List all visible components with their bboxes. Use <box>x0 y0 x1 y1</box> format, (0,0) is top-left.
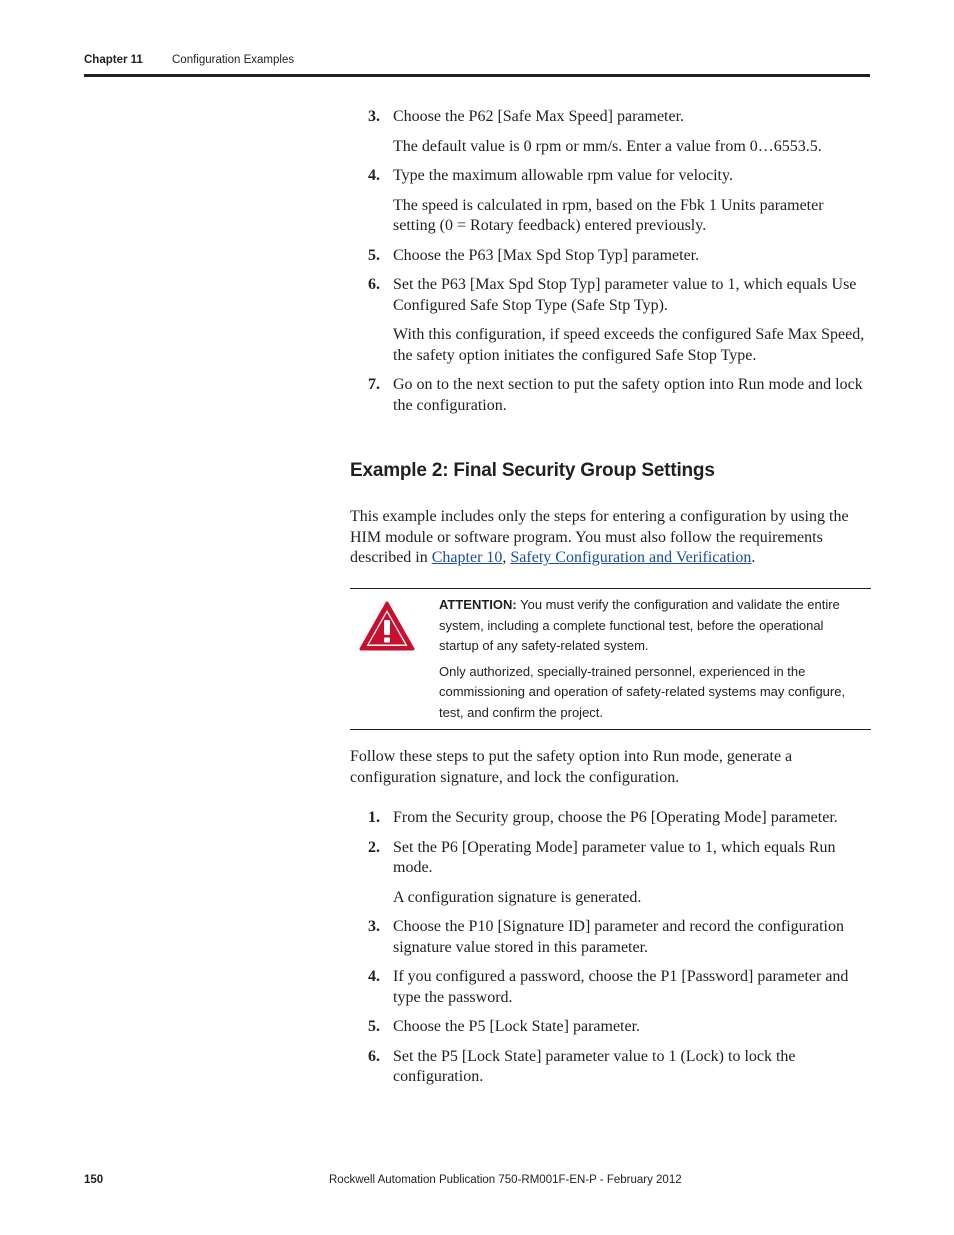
step-note: The default value is 0 rpm or mm/s. Enter a value from 0…6553.5. <box>393 137 822 155</box>
list-item: 4. If you configured a password, choose the P1 [Password] parameter and type the password. <box>368 967 868 1008</box>
warning-triangle-icon <box>359 601 415 651</box>
page-number: 150 <box>84 1174 104 1186</box>
attention-box <box>350 588 871 730</box>
list-item: 1. From the Security group, choose the P6 [Operating Mode] parameter. <box>368 808 868 829</box>
step-text: Go on to the next section to put the safety option into Run mode and lock the configuration. <box>393 376 863 414</box>
chapter-label: Chapter 11 <box>84 54 143 66</box>
steps-list-bottom <box>368 808 868 1088</box>
list-item: 5. Choose the P63 [Max Spd Stop Typ] parameter. <box>368 246 868 267</box>
step-text: Set the P63 [Max Spd Stop Typ] parameter value to 1, which equals Use Configured Safe Stop Type (Safe Stp Typ). <box>393 276 857 314</box>
page-header <box>84 52 870 74</box>
attention-label: ATTENTION: <box>439 597 517 612</box>
step-text: Type the maximum allowable rpm value for velocity. <box>393 167 733 184</box>
list-item: 4. Type the maximum allowable rpm value for velocity. The speed is calculated in rpm, based on the Fbk 1 Units parameter setting (0 = Rotary feedback) entered previously. <box>368 166 868 237</box>
header-rule <box>84 74 870 77</box>
section-link[interactable]: Safety Configuration and Verification <box>510 549 752 566</box>
steps-list-top <box>368 107 868 416</box>
step-text: Set the P5 [Lock State] parameter value to 1 (Lock) to lock the configuration. <box>393 1047 796 1085</box>
step-text: If you configured a password, choose the P1 [Password] parameter and type the password. <box>393 968 849 1006</box>
chapter-link[interactable]: Chapter 10 <box>431 549 503 566</box>
step-text: Choose the P62 [Safe Max Speed] parameter. <box>393 108 685 125</box>
intro-paragraph: This example includes only the steps for entering a configuration by using the HIM module or software program. You must also follow the requirements described in Chapter 10, Safety Configuration and Verification. <box>350 508 849 566</box>
list-item: 7. Go on to the next section to put the safety option into Run mode and lock the configuration. <box>368 375 868 416</box>
chapter-title: Configuration Examples <box>172 54 295 66</box>
step-text: From the Security group, choose the P6 [Operating Mode] parameter. <box>393 809 838 826</box>
step-note: The speed is calculated in rpm, based on the Fbk 1 Units parameter setting (0 = Rotary feedback) entered previously. <box>393 196 824 234</box>
section-heading: Example 2: Final Security Group Settings <box>350 460 715 481</box>
follow-paragraph: Follow these steps to put the safety option into Run mode, generate a configuration signature, and lock the configuration. <box>350 748 793 786</box>
list-item: 5. Choose the P5 [Lock State] parameter. <box>368 1017 868 1038</box>
list-item: 2. Set the P6 [Operating Mode] parameter value to 1, which equals Run mode. A configuration signature is generated. <box>368 838 868 909</box>
list-item: 6. Set the P5 [Lock State] parameter value to 1 (Lock) to lock the configuration. <box>368 1047 868 1088</box>
step-text: Choose the P63 [Max Spd Stop Typ] parameter. <box>393 246 700 264</box>
step-text: Set the P6 [Operating Mode] parameter value to 1, which equals Run mode. <box>393 838 836 876</box>
step-text: Choose the P5 [Lock State] parameter. <box>393 1018 641 1035</box>
step-note: With this configuration, if speed exceeds the configured Safe Max Speed, the safety option initiates the configured Safe Stop Type. <box>393 326 865 364</box>
step-note: A configuration signature is generated. <box>393 888 642 906</box>
list-item: 3. Choose the P10 [Signature ID] parameter and record the configuration signature value stored in this parameter. <box>368 917 868 958</box>
list-item: 6. Set the P63 [Max Spd Stop Typ] parameter value to 1, which equals Use Configured Safe Stop Type (Safe Stp Typ). With this configuration, if speed exceeds the configured Safe Max Speed, the safety option initiates the configured Safe Stop Type. <box>368 275 868 366</box>
step-text: Choose the P10 [Signature ID] parameter and record the configuration signature value stored in this parameter. <box>393 918 844 956</box>
list-item: 3. Choose the P62 [Safe Max Speed] parameter. The default value is 0 rpm or mm/s. Enter a value from 0…6553.5. <box>368 107 868 157</box>
attention-text: ATTENTION: You must verify the configuration and validate the entire system, including a complete functional test, before the operational startup of any safety-related system. Only authorized, specially-trained personnel, experienced in the commissioning and operation of safety-related systems may configure, test, and confirm the project. <box>439 597 846 720</box>
publication-info: Rockwell Automation Publication 750-RM001F-EN-P - February 2012 <box>329 1174 682 1186</box>
